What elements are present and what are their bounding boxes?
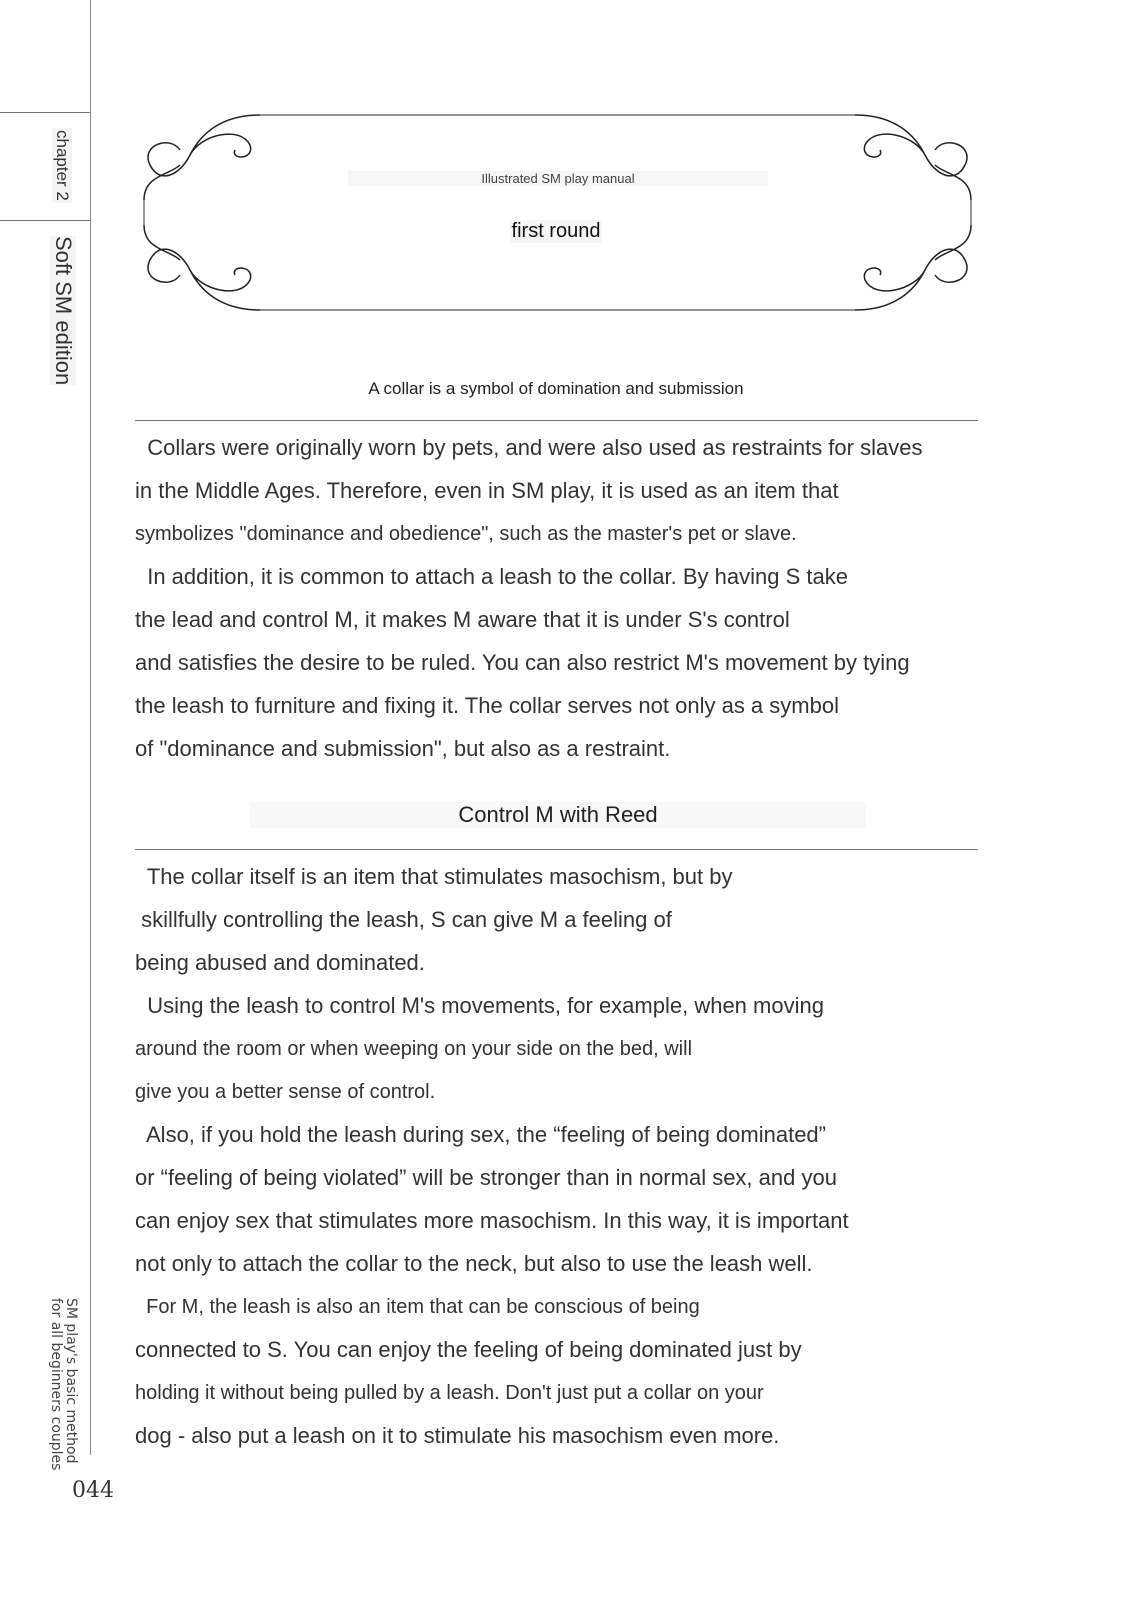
text-line: Collars were originally worn by pets, and were also used as restraints for slaves: [135, 435, 923, 460]
section-heading: Control M with Reed: [250, 802, 866, 828]
text-line: in the Middle Ages. Therefore, even in SM play, it is used as an item that: [135, 478, 839, 503]
text-line: symbolizes "dominance and obedience", such as the master's pet or slave.: [135, 520, 797, 548]
text-line: the leash to furniture and fixing it. The collar serves not only as a symbol: [135, 693, 839, 718]
text-line: can enjoy sex that stimulates more masochism. In this way, it is important: [135, 1208, 849, 1233]
text-line: connected to S. You can enjoy the feeling of being dominated just by: [135, 1337, 802, 1362]
edition-label: Soft SM edition: [51, 236, 76, 386]
chapter-label: chapter 2: [53, 130, 72, 201]
text-line: For M, the leash is also an item that can be conscious of being: [135, 1293, 700, 1321]
text-line: being abused and dominated.: [135, 950, 425, 975]
section-heading: A collar is a symbol of domination and submission: [368, 379, 744, 398]
heading-rule: [135, 420, 978, 421]
text-line: or “feeling of being violated” will be stronger than in normal sex, and you: [135, 1165, 837, 1190]
book-title-line1: SM play's basic method: [63, 1298, 79, 1464]
text-line: The collar itself is an item that stimulates masochism, but by: [135, 864, 733, 889]
manual-title: Illustrated SM play manual: [348, 171, 768, 186]
text-line: Also, if you hold the leash during sex, the “feeling of being dominated”: [135, 1122, 826, 1147]
tab-divider: [0, 220, 90, 221]
margin-divider: [90, 0, 91, 1455]
text-line: In addition, it is common to attach a leash to the collar. By having S take: [135, 564, 848, 589]
text-line: and satisfies the desire to be ruled. You can also restrict M's movement by tying: [135, 650, 910, 675]
text-line: dog - also put a leash on it to stimulate his masochism even more.: [135, 1423, 780, 1448]
text-line: the lead and control M, it makes M aware that it is under S's control: [135, 607, 790, 632]
heading-rule: [135, 849, 978, 850]
book-title-line2: for all beginners couples: [48, 1298, 64, 1471]
text-line: skillfully controlling the leash, S can give M a feeling of: [135, 907, 672, 932]
page-number: 044: [72, 1478, 114, 1503]
text-line: Using the leash to control M's movements, for example, when moving: [135, 993, 824, 1018]
text-line: around the room or when weeping on your side on the bed, will: [135, 1035, 692, 1063]
corner-ornament-icon: [144, 115, 971, 310]
text-line: holding it without being pulled by a leash. Don't just put a collar on your: [135, 1379, 764, 1407]
text-line: not only to attach the collar to the neck, but also to use the leash well.: [135, 1251, 813, 1276]
round-title: first round: [511, 220, 601, 242]
tab-divider: [0, 112, 90, 113]
text-line: of "dominance and submission", but also as a restraint.: [135, 736, 671, 761]
ornamental-frame: [130, 105, 990, 320]
book-title: [48, 1298, 78, 1470]
text-line: give you a better sense of control.: [135, 1078, 435, 1106]
